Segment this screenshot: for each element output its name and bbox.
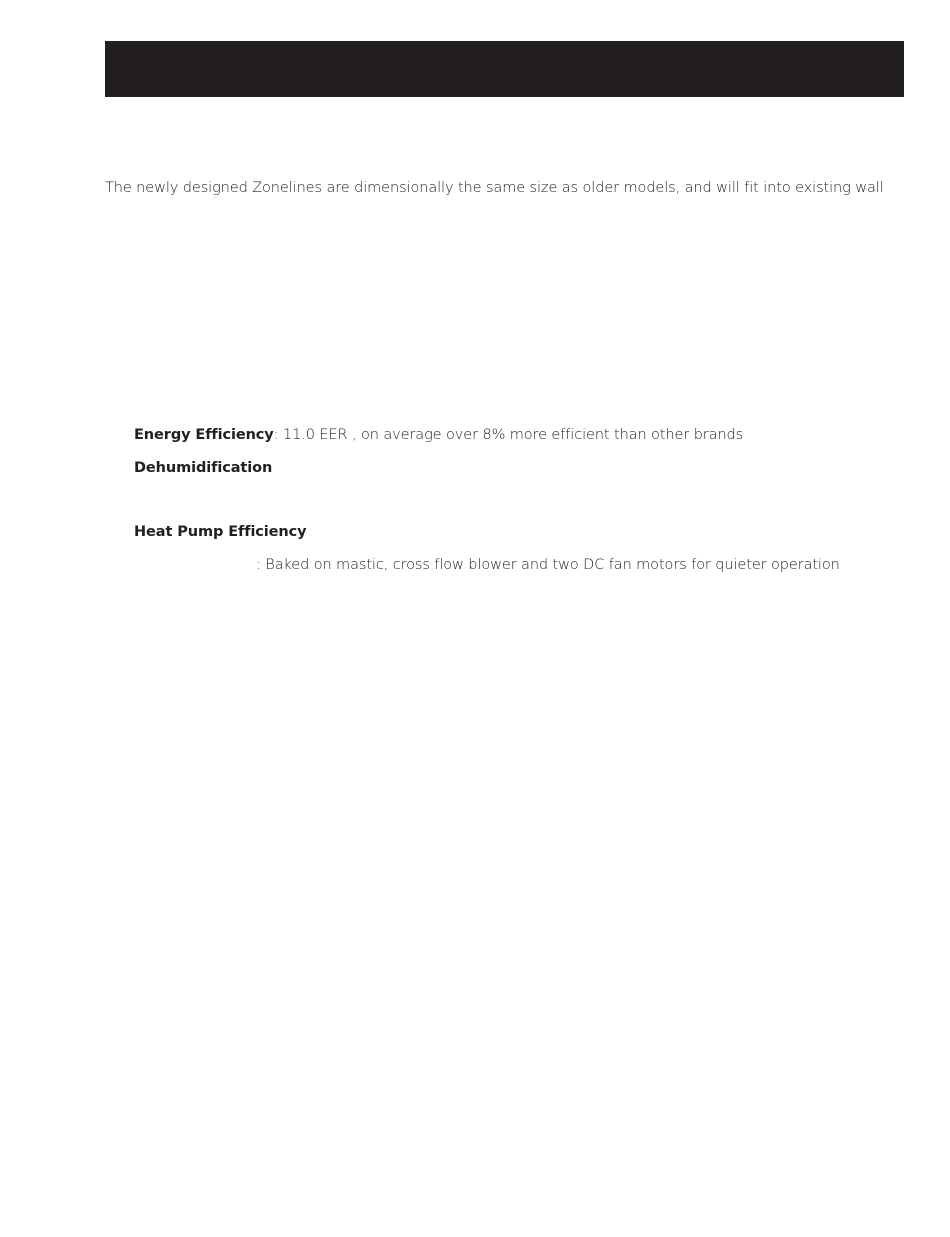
feature-description: : 11.0 EER , on average over 8% more efficient than other brands <box>273 427 744 443</box>
feature-term: Dehumidification <box>134 460 273 476</box>
header-bar <box>105 41 904 97</box>
feature-heat-pump-efficiency <box>134 524 306 540</box>
feature-energy-efficiency <box>134 427 743 443</box>
intro-paragraph: The newly designed Zonelines are dimensionally the same size as older models, and will fit into existing wall <box>105 180 884 196</box>
feature-term: Heat Pump Efficiency <box>134 524 307 540</box>
feature-term: Energy Efficiency <box>134 427 274 443</box>
feature-quiet-operation <box>256 557 840 573</box>
feature-dehumidification <box>134 460 272 476</box>
feature-description: : Baked on mastic, cross flow blower and two DC fan motors for quieter operation <box>256 557 840 573</box>
